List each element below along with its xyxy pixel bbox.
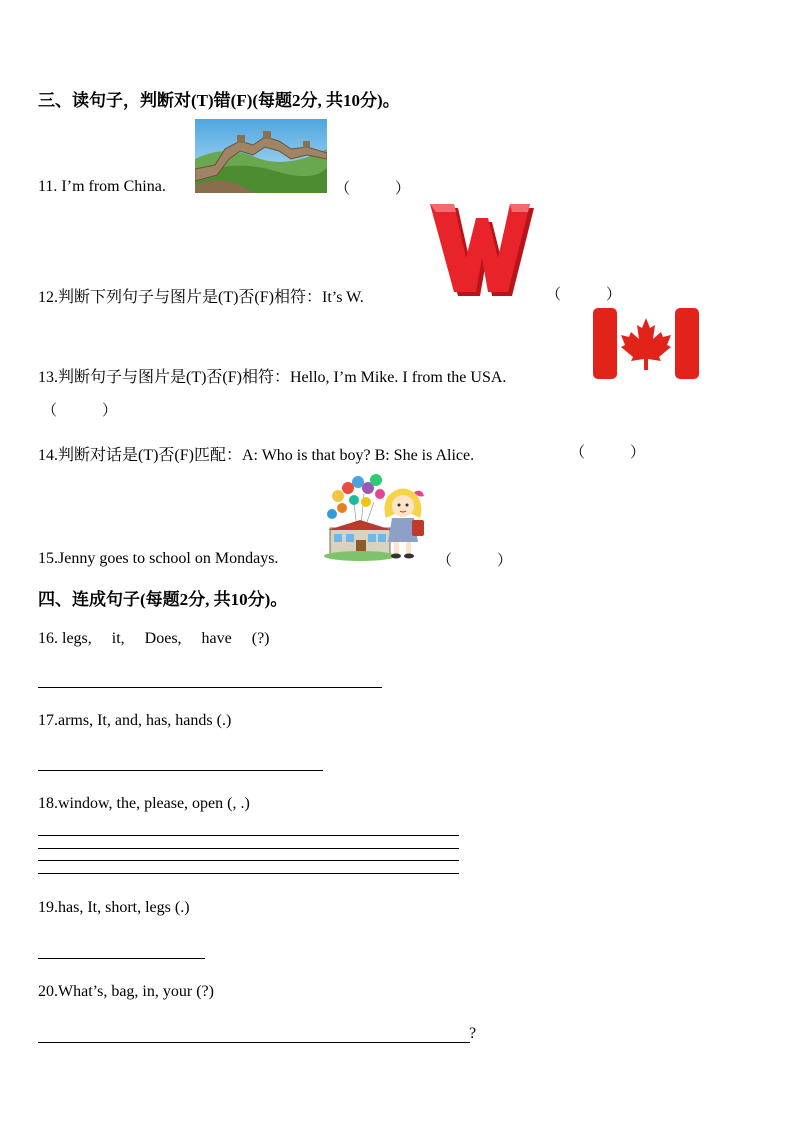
question-14-text: 14.判断对话是(T)否(F)匹配：A: Who is that boy? B: She is Alice. bbox=[38, 447, 475, 464]
question-20-end-mark: ? bbox=[469, 1025, 477, 1042]
answer-line-20[interactable] bbox=[38, 1042, 470, 1043]
section-4-title: 四、连成句子(每题2分, 共10分)。 bbox=[38, 590, 288, 609]
answer-line-18c[interactable] bbox=[38, 860, 459, 861]
girl-at-school-picture bbox=[324, 474, 428, 564]
question-12-answer-parentheses[interactable]: （ ） bbox=[546, 287, 622, 303]
question-17-text: 17.arms, It, and, has, hands (.) bbox=[38, 712, 232, 729]
question-12-text: 12.判断下列句子与图片是(T)否(F)相符：It’s W. bbox=[38, 289, 364, 306]
question-14-answer-parentheses[interactable]: （ ） bbox=[570, 445, 646, 461]
answer-line-17[interactable] bbox=[38, 770, 323, 771]
red-letter-w-picture bbox=[428, 200, 538, 300]
answer-line-18b[interactable] bbox=[38, 848, 459, 849]
question-11-answer-parentheses[interactable]: （ ） bbox=[335, 181, 411, 197]
question-16-text: 16. legs, it, Does, have (?) bbox=[38, 630, 270, 647]
question-18-text: 18.window, the, please, open (, .) bbox=[38, 795, 250, 812]
section-3-title: 三、读句子，判断对(T)错(F)(每题2分, 共10分)。 bbox=[38, 91, 400, 110]
question-13-text: 13.判断句子与图片是(T)否(F)相符：Hello, I’m Mike. I from the USA. bbox=[38, 369, 507, 386]
question-15-text: 15.Jenny goes to school on Mondays. bbox=[38, 550, 279, 567]
question-15-answer-parentheses[interactable]: （ ） bbox=[437, 553, 513, 569]
question-11-text: 11. I’m from China. bbox=[38, 178, 166, 195]
answer-line-18d[interactable] bbox=[38, 873, 459, 874]
answer-line-16[interactable] bbox=[38, 687, 382, 688]
question-13-answer-parentheses[interactable]: （ ） bbox=[42, 403, 118, 419]
canada-flag-picture bbox=[593, 308, 699, 379]
answer-line-18a[interactable] bbox=[38, 835, 459, 836]
question-20-text: 20.What’s, bag, in, your (?) bbox=[38, 983, 214, 1000]
question-19-text: 19.has, It, short, legs (.) bbox=[38, 899, 190, 916]
great-wall-picture bbox=[195, 119, 327, 193]
answer-line-19[interactable] bbox=[38, 958, 205, 959]
